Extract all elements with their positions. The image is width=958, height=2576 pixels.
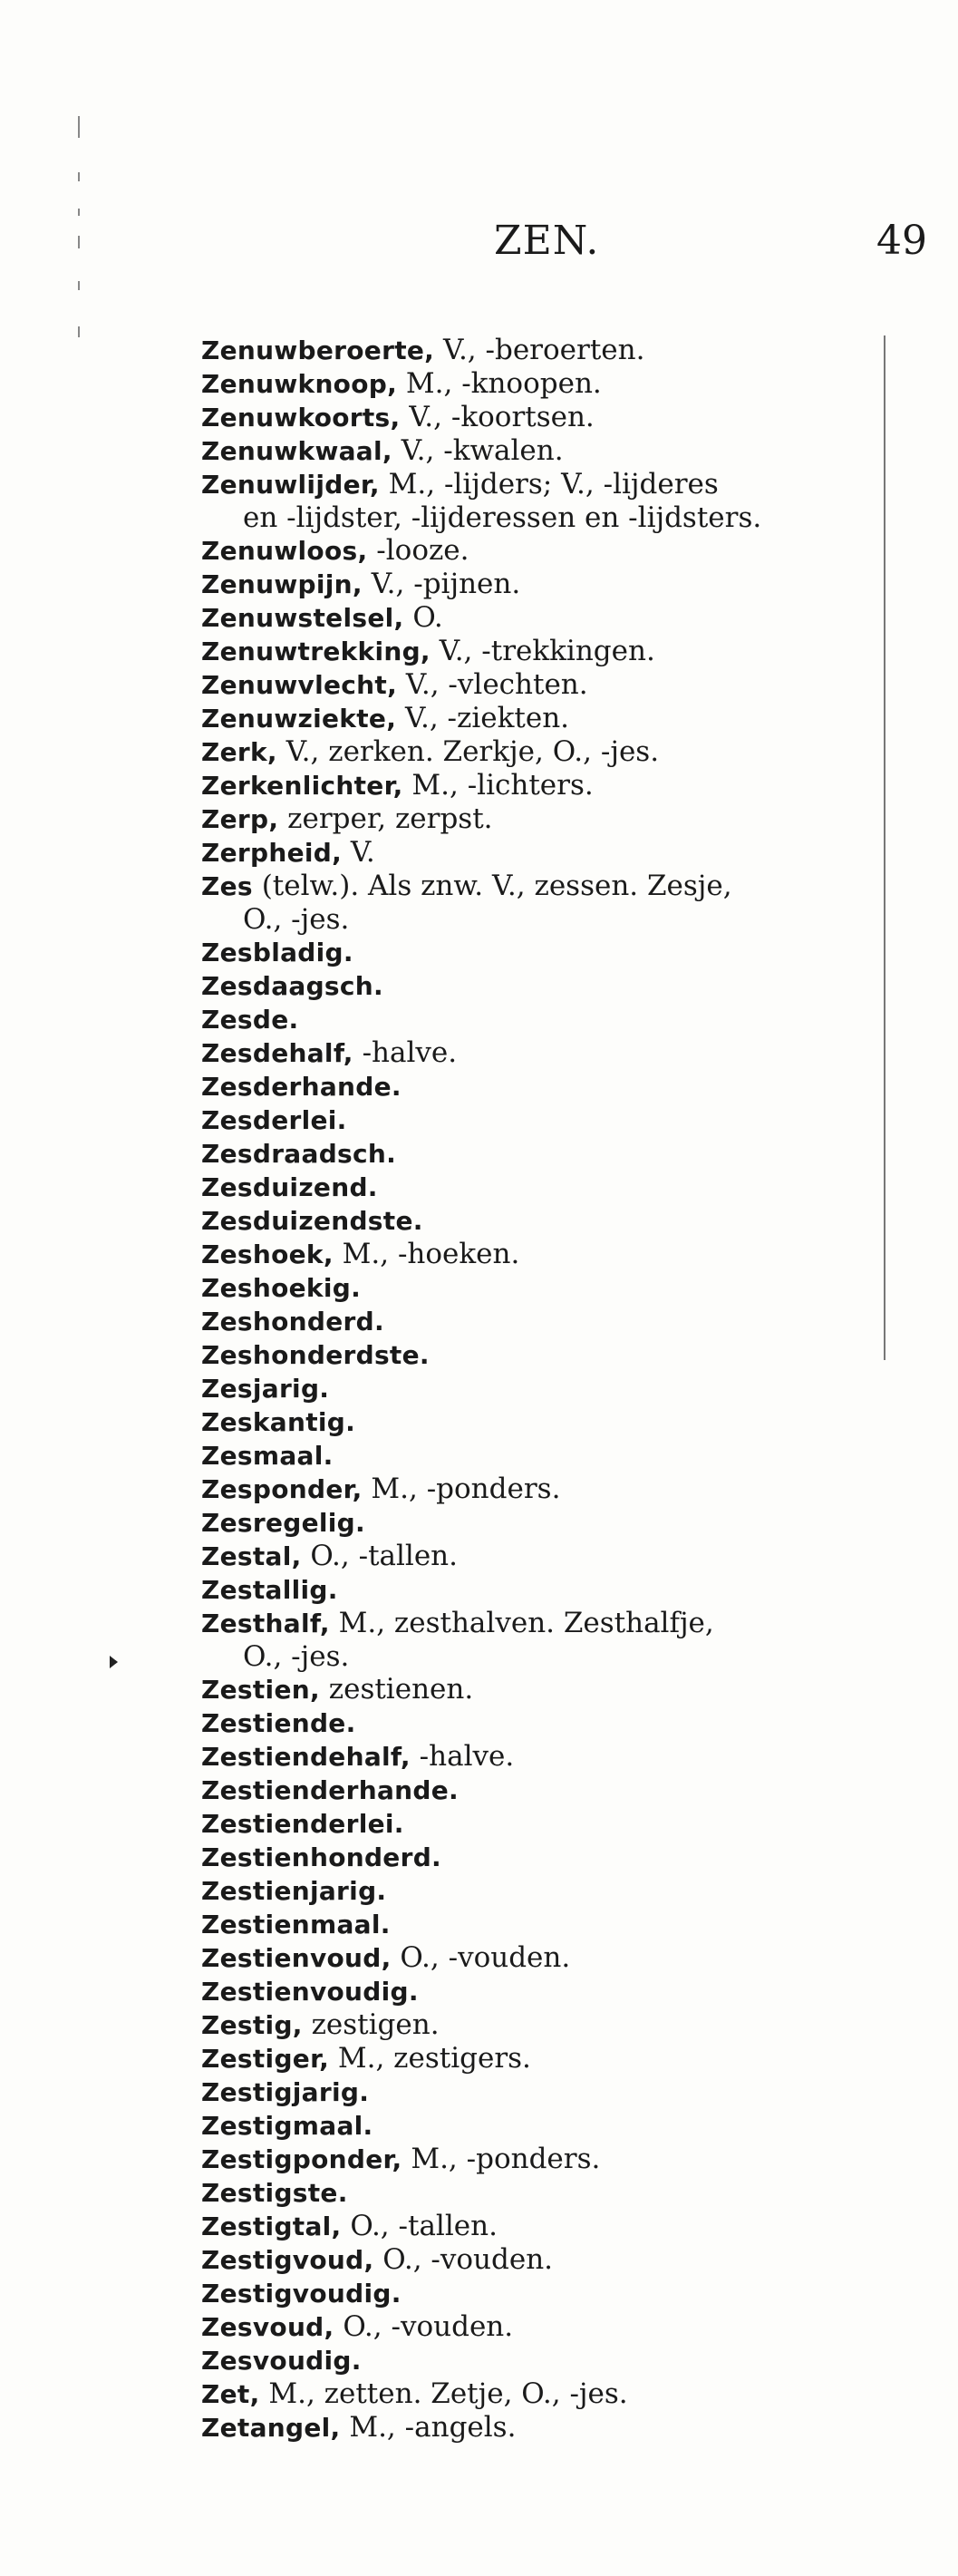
- entry-grammar: V., -trekkingen.: [430, 635, 655, 667]
- dictionary-entry: [201, 568, 872, 601]
- entry-headword: Zesmaal.: [201, 1441, 334, 1471]
- entry-headword: Zesregelig.: [201, 1508, 365, 1538]
- page-title: ZEN.: [494, 218, 600, 264]
- dictionary-entry: [201, 1975, 872, 2008]
- dictionary-entry: [201, 1573, 872, 1607]
- page-number: 49: [876, 218, 927, 264]
- dictionary-entry: [201, 1305, 872, 1338]
- entry-grammar: M., zestigers.: [329, 2042, 531, 2075]
- entry-headword: Zestienjarig.: [201, 1876, 387, 1906]
- dictionary-entry: [201, 668, 872, 702]
- entry-grammar: O., -tallen.: [301, 1540, 459, 1572]
- margin-rule: [884, 335, 885, 1360]
- dictionary-entry: [201, 2210, 872, 2243]
- entry-grammar: M., -lichters.: [402, 769, 594, 802]
- entry-grammar: O., -tallen.: [341, 2210, 498, 2242]
- entry-headword: Zeshonderd.: [201, 1307, 384, 1337]
- entry-grammar: (telw.). Als znw. V., zessen. Zesje,: [252, 870, 732, 902]
- entry-headword: Zestigponder,: [201, 2144, 402, 2174]
- entry-headword: Zenuwknoop,: [201, 369, 398, 399]
- entry-grammar: V., -ziekten.: [396, 702, 570, 734]
- entry-grammar: M., -angels.: [340, 2411, 517, 2444]
- dictionary-entry: [201, 2008, 872, 2042]
- entry-headword: Zesthalf,: [201, 1609, 330, 1638]
- entry-headword: Zestienhonderd.: [201, 1842, 441, 1872]
- dictionary-entry: [201, 1673, 872, 1706]
- entry-grammar: M., zesthalven. Zesthalfje,: [329, 1607, 714, 1639]
- entry-headword: Zesduizend.: [201, 1172, 378, 1202]
- entry-headword: Zesderlei.: [201, 1105, 347, 1135]
- entry-headword: Zenuwpijn,: [201, 569, 363, 599]
- dictionary-entry: [201, 936, 872, 969]
- margin-bullet-icon: [110, 1656, 118, 1668]
- entry-headword: Zenuwstelsel,: [201, 603, 404, 633]
- dictionary-entry: [201, 1841, 872, 1874]
- dictionary-entry: [201, 2377, 872, 2411]
- entry-headword: Zestallig.: [201, 1575, 338, 1605]
- entry-headword: Zesvoud,: [201, 2312, 334, 2342]
- entry-headword: Zenuwkwaal,: [201, 436, 392, 466]
- entry-headword: Zestienmaal.: [201, 1910, 391, 1939]
- entry-grammar: V., -beroerten.: [434, 334, 645, 366]
- dictionary-entry: [201, 434, 872, 468]
- dictionary-entry: [201, 635, 872, 668]
- dictionary-entry: [201, 1204, 872, 1238]
- entry-grammar: zerper, zerpst.: [278, 802, 493, 835]
- entry-headword: Zetangel,: [201, 2413, 341, 2443]
- entry-headword: Zenuwlijder,: [201, 470, 380, 500]
- dictionary-entry: [201, 367, 872, 401]
- dictionary-entry: [201, 1774, 872, 1807]
- page-header: [0, 218, 958, 272]
- entry-headword: Zerk,: [201, 737, 277, 767]
- dictionary-entry: [201, 334, 872, 367]
- entry-grammar: zestienen.: [319, 1673, 474, 1706]
- scan-edge-marks: [78, 100, 82, 372]
- entry-grammar: -halve.: [353, 1036, 458, 1069]
- dictionary-entry: [201, 802, 872, 836]
- entry-headword: Zesponder,: [201, 1474, 363, 1504]
- entry-grammar: O., -vouden.: [373, 2243, 554, 2276]
- entry-headword: Zenuwberoerte,: [201, 335, 435, 365]
- entry-grammar: O., -vouden.: [391, 1941, 571, 1974]
- entry-headword: Zenuwziekte,: [201, 704, 397, 734]
- dictionary-entry: [201, 969, 872, 1003]
- entry-grammar: M., -knoopen.: [397, 367, 602, 400]
- entry-grammar: M., -lijders; V., -lijderes: [379, 468, 719, 501]
- entry-continuation: en -lijdster, -lijderessen en -lijdsters.: [243, 501, 762, 534]
- dictionary-entry: [201, 2109, 872, 2143]
- entry-headword: Zesvoudig.: [201, 2346, 362, 2376]
- entry-headword: Zes: [201, 871, 253, 901]
- dictionary-entry: [201, 2411, 872, 2445]
- dictionary-entry: [201, 401, 872, 434]
- entry-grammar: V.: [342, 836, 375, 869]
- entry-grammar: O., -vouden.: [334, 2310, 514, 2343]
- dictionary-entry: [201, 1036, 872, 1070]
- entry-headword: Zestigvoud,: [201, 2245, 374, 2275]
- dictionary-entry: [201, 769, 872, 802]
- entry-headword: Zesdaagsch.: [201, 971, 383, 1001]
- entry-continuation: O., -jes.: [243, 1640, 350, 1673]
- dictionary-entry: [201, 1070, 872, 1103]
- entry-grammar: V., -pijnen.: [362, 568, 521, 600]
- entry-headword: Zeshoekig.: [201, 1273, 362, 1303]
- entry-headword: Zesdehalf,: [201, 1038, 353, 1068]
- entry-headword: Zestiende.: [201, 1708, 356, 1738]
- entry-headword: Zestien,: [201, 1675, 320, 1705]
- entry-headword: Zestienderlei.: [201, 1809, 404, 1839]
- entry-headword: Zerpheid,: [201, 838, 343, 868]
- dictionary-entry: [201, 1003, 872, 1036]
- dictionary-entry: [201, 468, 872, 534]
- entry-headword: Zesdraadsch.: [201, 1139, 397, 1169]
- entry-headword: Zerkenlichter,: [201, 771, 403, 801]
- dictionary-entry: [201, 1607, 872, 1673]
- dictionary-entry: [201, 870, 872, 936]
- entry-headword: Zenuwloos,: [201, 536, 368, 566]
- entry-grammar: M., -hoeken.: [333, 1238, 520, 1270]
- dictionary-entry: [201, 1439, 872, 1473]
- dictionary-entry: [201, 2243, 872, 2277]
- dictionary-entry: [201, 836, 872, 870]
- dictionary-entry: [201, 1137, 872, 1171]
- entry-headword: Zesderhande.: [201, 1072, 402, 1102]
- entry-continuation: O., -jes.: [243, 903, 350, 936]
- entry-grammar: V., -koortsen.: [400, 401, 595, 433]
- dictionary-entry: [201, 1740, 872, 1774]
- entry-grammar: V., -vlechten.: [397, 668, 588, 701]
- entry-headword: Zeskantig.: [201, 1407, 356, 1437]
- dictionary-entry: [201, 1372, 872, 1405]
- entry-headword: Zestienderhande.: [201, 1775, 459, 1805]
- dictionary-entry: [201, 1540, 872, 1573]
- entry-headword: Zestigmaal.: [201, 2111, 373, 2141]
- entry-grammar: M., -ponders.: [362, 1473, 561, 1505]
- dictionary-entry: [201, 2075, 872, 2109]
- dictionary-entry: [201, 1473, 872, 1506]
- dictionary-entry: [201, 2277, 872, 2310]
- dictionary-entry: [201, 1171, 872, 1204]
- entry-headword: Zenuwtrekking,: [201, 637, 431, 666]
- entry-grammar: -halve.: [410, 1740, 515, 1773]
- dictionary-entry: [201, 1103, 872, 1137]
- entry-headword: Zestienvoud,: [201, 1943, 392, 1973]
- entry-headword: Zestigjarig.: [201, 2077, 370, 2107]
- dictionary-entry: [201, 1271, 872, 1305]
- dictionary-entry: [201, 1706, 872, 1740]
- entry-headword: Zeshoek,: [201, 1239, 334, 1269]
- entry-headword: Zenuwkoorts,: [201, 403, 401, 433]
- entry-grammar: -looze.: [367, 534, 469, 567]
- dictionary-entry: [201, 1908, 872, 1941]
- dictionary-entry: [201, 601, 872, 635]
- entry-headword: Zestigste.: [201, 2178, 348, 2208]
- dictionary-entry: [201, 1807, 872, 1841]
- entry-headword: Zet,: [201, 2379, 260, 2409]
- entry-headword: Zestienvoudig.: [201, 1977, 419, 2007]
- dictionary-entry: [201, 534, 872, 568]
- entry-headword: Zestig,: [201, 2010, 303, 2040]
- dictionary-entry: [201, 2042, 872, 2075]
- entry-grammar: V., zerken. Zerkje, O., -jes.: [276, 735, 660, 768]
- dictionary-entry: [201, 2143, 872, 2176]
- entry-headword: Zenuwvlecht,: [201, 670, 398, 700]
- dictionary-entry: [201, 1874, 872, 1908]
- entry-headword: Zesbladig.: [201, 938, 353, 967]
- entry-headword: Zesde.: [201, 1005, 299, 1035]
- entry-headword: Zesjarig.: [201, 1374, 330, 1404]
- entry-grammar: O.: [403, 601, 443, 634]
- dictionary-entry: [201, 2344, 872, 2377]
- dictionary-entry: [201, 1941, 872, 1975]
- entry-grammar: M., -ponders.: [402, 2143, 601, 2175]
- entry-headword: Zestiendehalf,: [201, 1742, 411, 1772]
- entry-headword: Zerp,: [201, 804, 279, 834]
- entry-headword: Zestal,: [201, 1541, 302, 1571]
- dictionary-entry: [201, 1506, 872, 1540]
- entry-grammar: V., -kwalen.: [392, 434, 564, 467]
- dictionary-entry: [201, 1338, 872, 1372]
- entry-headword: Zestiger,: [201, 2044, 330, 2074]
- entry-headword: Zeshonderdste.: [201, 1340, 430, 1370]
- entry-headword: Zestigvoudig.: [201, 2279, 402, 2309]
- dictionary-entry: [201, 735, 872, 769]
- entry-grammar: M., zetten. Zetje, O., -jes.: [259, 2377, 628, 2410]
- dictionary-entry: [201, 2176, 872, 2210]
- dictionary-entry: [201, 702, 872, 735]
- entry-headword: Zesduizendste.: [201, 1206, 423, 1236]
- entry-grammar: zestigen.: [302, 2008, 440, 2041]
- dictionary-entry: [201, 2310, 872, 2344]
- entry-headword: Zestigtal,: [201, 2211, 342, 2241]
- dictionary-entry: [201, 1238, 872, 1271]
- dictionary-entry: [201, 1405, 872, 1439]
- dictionary-entries: [201, 334, 872, 2445]
